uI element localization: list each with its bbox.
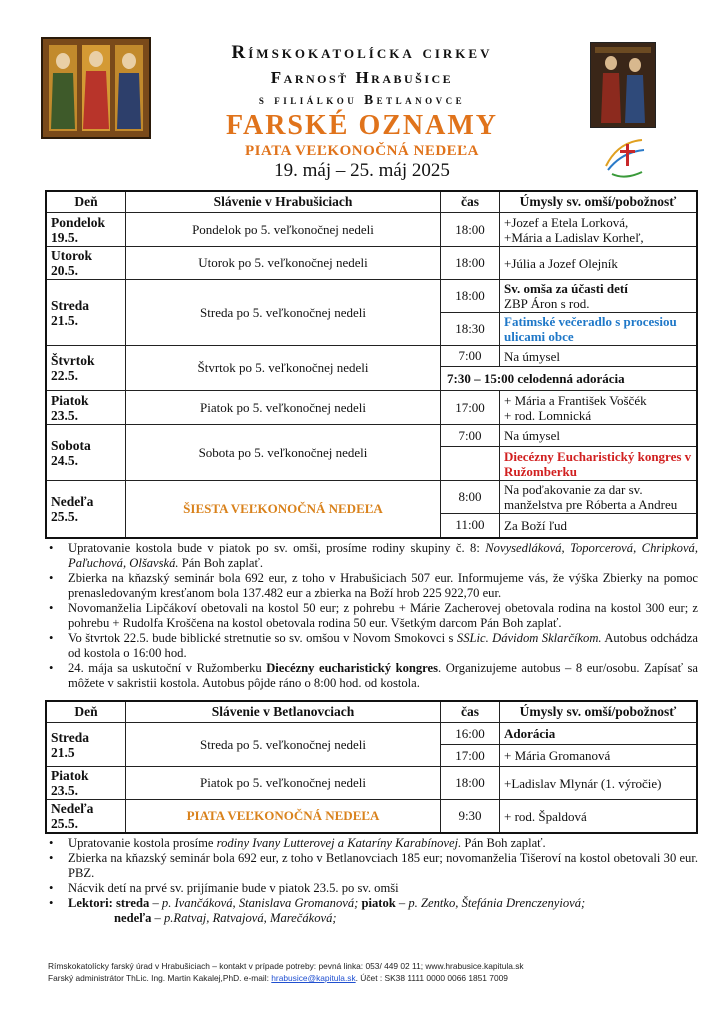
row-intention: Sv. omša za účasti detí [504,281,628,296]
row-intention: +Mária a Ladislav Korheľ, [504,229,644,245]
col-header-intention: Úmysly sv. omší/pobožnosť [500,701,698,723]
list-item: • 24. mája sa uskutoční v Ružomberku Diecézny eucharistický kongres. Organizujeme autobus – 8 eur/osobu. Zapísať sa môžete v sakristii kostola. Autobus pôjde ráno o 8:00 hod. od kostola. [49,661,699,690]
list-item: • Zbierka na kňazský seminár bola 692 eur, z toho v Betlanovciach 185 eur; novomanželia Tišeroví na kostol obetovali 30 eur. PBZ. [49,851,698,880]
table-row [46,346,697,367]
row-time: 7:00 [441,425,500,447]
row-intention: +Ladislav Mlynár (1. výročie) [500,767,698,800]
table-row [46,213,697,247]
col-header-day: Deň [46,191,126,213]
date-range: 19. máj – 25. máj 2025 [274,160,450,181]
table-row [46,723,697,745]
row-time: 18:00 [441,213,500,247]
lectors-item: • Lektori: streda – p. Ivančáková, Stanislava Gromanová; piatok – p. Zentko, Štefánia Drenczenyiová; nedeľa – p.Ratvaj, Ratvajová, Marečáková; [49,896,586,925]
row-date: 21.5 [51,744,75,760]
row-day: Piatok [51,392,89,408]
row-celebration: Streda po 5. veľkonočnej nedeli [126,280,441,346]
row-intention: Za Boží ľud [500,514,698,538]
row-time: 17:00 [441,391,500,425]
row-intention: +Jozef a Etela Lorková, [504,214,629,230]
row-day: Nedeľa [51,801,94,816]
table-row [46,767,697,800]
row-date: 25.5. [51,816,78,831]
saints-painting-image [590,42,656,128]
col-header-intention: Úmysly sv. omší/pobožnosť [500,191,698,213]
header-filial-name: s filiálkou Betlanovce [258,92,466,107]
row-date: 23.5. [51,407,78,423]
schedule-table-hrabusice [45,190,698,539]
row-time: 18:00 [441,280,500,313]
row-intention: Na poďakovanie za dar sv. manželstva pre Róberta a Andreu [500,481,698,514]
row-celebration: Sobota po 5. veľkonočnej nedeli [126,425,441,481]
table-row [46,800,697,834]
row-date: 22.5. [51,368,78,383]
row-intention: Fatimské večeradlo s procesiou ulicami obce [500,313,698,346]
header-church-name: Rímskokatolícka cirkev [231,42,493,63]
row-intention: + rod. Špaldová [500,800,698,834]
table-row [46,247,697,280]
row-celebration: Piatok po 5. veľkonočnej nedeli [126,391,441,425]
col-header-day: Deň [46,701,126,723]
row-intention: Diecézny Eucharistický kongres v Ružomberku [500,447,698,481]
list-item: • Upratovanie kostola bude v piatok po sv. omši, prosíme rodiny skupiny č. 8: Novysedláková, Toporcerová, Chripková, Paľuchová, Olšavská. Pán Boh zaplať. [49,541,698,570]
col-header-time: čas [441,701,500,723]
row-intention: + Mária Gromanová [500,745,698,767]
row-celebration: ŠIESTA VEĽKONOČNÁ NEDEĽA [126,481,441,538]
list-item: • Upratovanie kostola prosíme rodiny Ivany Lutterovej a Kataríny Karabínovej. Pán Boh zaplať. [49,836,546,850]
list-item: • Vo štvrtok 22.5. bude biblické stretnutie so sv. omšou v Novom Smokovci s SSLic. Dávidom Sklarčíkom. Autobus odchádza od kostola o 16:00 hod. [49,631,698,660]
row-time: 8:00 [441,481,500,514]
row-date: 25.5. [51,508,78,524]
row-day: Streda [51,297,90,313]
row-intention: + rod. Lomnická [504,407,592,423]
email-link[interactable]: hrabusice@kapitula.sk [271,973,356,983]
row-intention: Na úmysel [500,425,698,447]
row-intention: + Mária a František Voščék [504,392,647,408]
list-item: • Nácvik detí na prvé sv. prijímanie bude v piatok 23.5. po sv. omši [49,881,399,895]
row-intention: +Júlia a Jozef Olejník [500,247,698,280]
list-item: • Zbierka na kňazský seminár bola 692 eur, z toho v Hrabušiciach 507 eur. Informujeme vás, že výška Zbierky na pomoc prenasledovaným kresťanom bola 137.482 eur a zbierka na Boží hrob 225 922,70 eur. [49,571,698,600]
row-date: 23.5. [51,783,78,798]
schedule-table-betlanovce [45,700,698,834]
col-header-time: čas [441,191,500,213]
row-day: Piatok [51,768,89,783]
row-date: 19.5. [51,229,78,245]
page-subtitle: PIATA VEĽKONOČNÁ NEDEĽA [244,143,480,159]
row-time: 16:00 [441,723,500,745]
row-day: Pondelok [51,214,106,230]
announcements-betlanovce [45,836,698,926]
row-time: 17:00 [441,745,500,767]
row-time: 11:00 [441,514,500,538]
header-parish-name: Farnosť Hrabušice [270,68,454,87]
footer-contact [48,960,524,984]
row-date: 24.5. [51,452,78,468]
row-celebration: Utorok po 5. veľkonočnej nedeli [126,247,441,280]
row-day: Nedeľa [51,493,94,509]
row-intention: ZBP Áron s rod. [504,296,590,311]
row-day: Utorok [51,248,93,263]
row-time: 18:30 [441,313,500,346]
row-celebration: Piatok po 5. veľkonočnej nedeli [126,767,441,800]
page-title: FARSKÉ OZNAMY [225,110,499,141]
adoration-text: 7:30 – 15:00 celodenná adorácia [441,367,698,391]
announcements-hrabusice [45,541,698,691]
row-time: 18:00 [441,247,500,280]
row-celebration: Pondelok po 5. veľkonočnej nedeli [126,213,441,247]
row-intention: Adorácia [500,723,698,745]
table-row [46,425,697,447]
table-row [46,391,697,425]
row-intention: Na úmysel [500,346,698,367]
col-header-celebration: Slávenie v Hrabušiciach [126,191,441,213]
row-time: 7:00 [441,346,500,367]
footer-line-2: Farský administrátor ThLic. Ing. Martin Kakalej,PhD. e-mail: hrabusice@kapitula.sk. Účet : SK38 1111 0000 0066 1851 7009 [48,973,508,983]
row-celebration: PIATA VEĽKONOČNÁ NEDEĽA [126,800,441,834]
row-celebration: Streda po 5. veľkonočnej nedeli [126,723,441,767]
table-row [46,280,697,313]
row-day: Štvrtok [51,353,95,368]
row-celebration: Štvrtok po 5. veľkonočnej nedeli [126,346,441,391]
footer-line-1: Rímskokatolícky farský úrad v Hrabušiciach – kontakt v prípade potreby: pevná linka: 053/ 449 02 11; www.hrabusice.kapitula.sk [48,961,524,971]
table-row [46,481,697,514]
list-item: • Novomanželia Lipčákoví obetovali na kostol 50 eur; z pohrebu + Márie Zacherovej obetovala rodina na kostol 300 eur; z pohrebu + Rudolfa Kroščena na kostol obetovala rodina 50 eur. Všetkým darcom Pán Boh zaplať. [49,601,698,630]
row-time: 18:00 [441,767,500,800]
col-header-celebration: Slávenie v Betlanovciach [126,701,441,723]
row-date: 21.5. [51,312,78,328]
row-day: Sobota [51,437,91,453]
row-date: 20.5. [51,263,78,278]
pilgrimage-logo-icon [598,130,652,184]
row-time: 9:30 [441,800,500,834]
row-day: Streda [51,729,90,745]
